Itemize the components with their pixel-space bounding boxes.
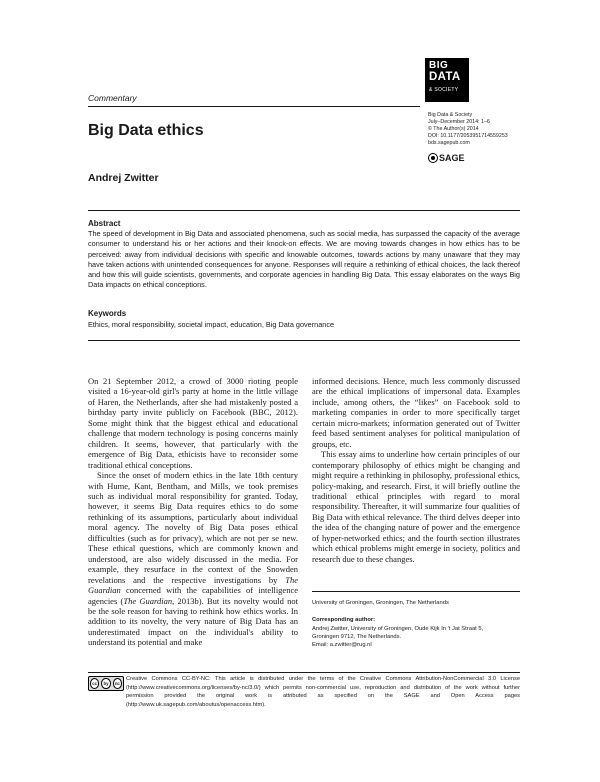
body-column-left	[88, 376, 298, 726]
body-text: Since the onset of modern ethics in the late 18th century with Hume, Kant, Bentham, and Mills, we took premises such as individual moral responsibility for granted. Today, however, it seems Big Data requires ethics to do some rethinking of its assumptions, particularly about individual moral agency. The novelty of Big Data poses ethical difficulties (such as for privacy), which are not per se new. These ethical questions, which are commonly known and understood, are also widely discussed in the media. For example, they resurface in the context of the Snowden revelations and the respective investigations by	[88, 470, 298, 585]
article-title: Big Data ethics	[88, 122, 204, 139]
keywords-divider	[88, 340, 520, 341]
logo-line-big: BIG	[429, 60, 449, 71]
journal-name: Big Data & Society	[428, 112, 473, 118]
journal-issue: July–December 2014: 1–6	[428, 119, 490, 126]
keywords-heading: Keywords	[88, 309, 127, 318]
sage-icon	[428, 153, 438, 163]
corresponding-line: Andrej Zwitter, University of Groningen, Oude Kijk In 't Jat Straat 5,	[312, 626, 484, 632]
abstract-text: The speed of development in Big Data and associated phenomena, such as social media, has surpassed the capacity of the average consumer to understand his or her actions and their knock-on effects. We are moving towards changes in how ethics has to be perceived: away from individual decisions with specific and knowable outcomes, towards actions by many unaware that they may have taken actions with unintended consequences for anyone. Responses will require a rethinking of ethical choices, the lack thereof and how this will guide scientists, governments, and corporate agencies in handling Big Data. This essay elaborates on the ways Big Data impacts on ethical conceptions.	[88, 229, 520, 290]
keywords-text: Ethics, moral responsibility, societal impact, education, Big Data governance	[88, 320, 335, 329]
body-text: concerned with the capabilities of intelligence agencies (	[88, 585, 298, 606]
body-paragraph: informed decisions. Hence, much less commonly discussed are the ethical implications of impersonal data. Examples include, among others, the “likes” on Facebook sold to marketing companies in order to more specifically target certain micro-markets; information generated out of Twitter feed based sentiment analyses for political manipulation of groups, etc.	[312, 376, 520, 449]
publisher-logo	[428, 153, 465, 163]
license-divider	[88, 672, 520, 673]
body-column-right	[312, 376, 520, 588]
journal-url[interactable]: bds.sagepub.com	[428, 140, 470, 147]
logo-line-society: & SOCIETY	[429, 87, 459, 93]
affiliation-divider	[312, 591, 520, 592]
publisher-name: SAGE	[439, 153, 465, 163]
body-paragraph: On 21 September 2012, a crowd of 3000 rioting people visited a 16-year-old girl's party at home in the little village of Haren, the Netherlands, after she had mistakenly posted a birthday party invite publicly on Facebook (BBC, 2012). Some might think that the biggest ethical and educational challenge that modern technology is posing concerns mainly children. It seems, however, that particularly with the emergence of Big Data, ethicists have to reconsider some traditional ethical conceptions.	[88, 376, 298, 470]
body-italic: The Guardian	[88, 574, 298, 596]
body-paragraph: This essay aims to underline how certain principles of our contemporary philosophy of ethics might be changing and might require a rethinking in philosophy, professional ethics, policy-making, and research. First, it will briefly outline the traditional ethical principles with regard to moral responsibility. Thereafter, it will summarize four qualities of Big Data with ethical relevance. The third delves deeper into the idea of the changing nature of power and the emergence of hyper-networked ethics; and the fourth section illustrates which ethical problems might emerge in society, politics and research due to these changes.	[312, 449, 520, 564]
nc-icon: nc	[113, 678, 122, 689]
by-icon: by	[101, 678, 110, 689]
cc-icon: cc	[90, 678, 99, 689]
header-divider	[88, 106, 420, 107]
journal-copyright: © The Author(s) 2014	[428, 126, 479, 133]
logo-line-data: DATA	[429, 71, 461, 83]
body-italic: The Guardian	[123, 595, 173, 606]
cc-license-badge[interactable]	[88, 676, 124, 691]
journal-logo	[425, 58, 469, 102]
journal-meta	[428, 112, 508, 147]
article-author: Andrej Zwitter	[88, 172, 159, 184]
corresponding-details	[312, 626, 520, 649]
license-text: Creative Commons CC-BY-NC: This article is distributed under the terms of the Creative Commons Attribution-NonCommercial 3.0 License (http://www.creativecommons.org/licenses/by-nc/3.0/) which permits non-commercial use, reproduction and distribution of the work without further permission provided the original work is attributed as specified on the SAGE and Open Access pages (http://www.uk.sagepub.com/aboutus/openaccess.htm).	[126, 676, 520, 708]
body-text: , 2013b). But its novelty would not be the sole reason for having to rethink how ethics works. In addition to its novelty, the very nature of Big Data has an underestimated impact on the individual's ability to understand its potential and make	[88, 595, 299, 648]
affiliation: University of Groningen, Groningen, The Netherlands	[312, 600, 449, 606]
abstract-heading: Abstract	[88, 219, 121, 228]
body-paragraph	[88, 470, 298, 648]
corresponding-email[interactable]: Email: a.zwitter@rug.nl	[312, 641, 372, 648]
corresponding-heading: Corresponding author:	[312, 617, 376, 623]
corresponding-line: Groningen 9712, The Netherlands.	[312, 633, 402, 640]
section-label: Commentary	[88, 93, 137, 103]
abstract-divider	[88, 210, 520, 211]
journal-doi[interactable]: DOI: 10.1177/2053951714559253	[428, 133, 508, 140]
